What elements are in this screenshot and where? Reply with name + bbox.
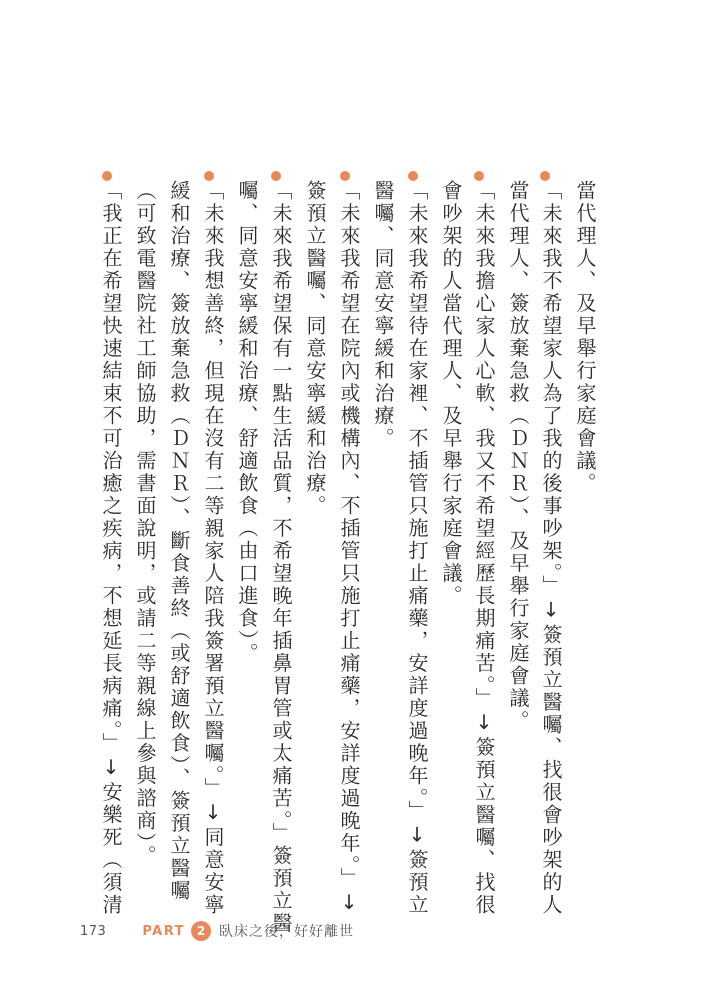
page-footer — [80, 919, 354, 943]
text-column: 醫囑、同意安寧緩和治療。 — [371, 180, 395, 450]
text-column: （可致電醫院社工師協助，需書面說明，或請二等親線上參與諮商）。 — [133, 180, 157, 868]
text-column: 緩和治療、簽放棄急救（ＤＮＲ）、斷食善終（或舒適飲食）、簽預立醫囑 — [167, 180, 191, 903]
page-number: 173 — [80, 923, 107, 939]
text-column: 「未來我希望保有一點生活品質，不希望晚年插鼻胃管或太痛苦。」簽預立醫 — [269, 180, 293, 935]
text-column: 「未來我擔心家人心軟、我又不希望經歷長期痛苦。」↓簽預立醫囑、找很 — [472, 180, 496, 917]
text-column: 簽預立醫囑、同意安寧緩和治療。 — [303, 180, 327, 518]
text-column: 「未來我想善終，但現在沒有二等親家人陪我簽署預立醫囑。」↓同意安寧 — [201, 180, 225, 917]
text-column: 「未來我不希望家人為了我的後事吵架。」↓簽預立醫囑、找很會吵架的人 — [539, 180, 563, 917]
part-label: PART — [142, 923, 186, 939]
text-column: 會吵架的人當代理人、及早舉行家庭會議。 — [439, 180, 463, 608]
text-column: 「未來我希望在院內或機構內、不插管只施打止痛藥，安詳度過晚年。」↓ — [337, 180, 361, 917]
text-column: 囑、同意安寧緩和治療、舒適飲食（由口進食）。 — [235, 180, 259, 665]
text-column: 「未來我希望待在家裡、不插管只施打止痛藥，安詳度過晚年。」↓簽預立 — [405, 180, 429, 917]
chapter-title: 臥床之後，好好離世 — [219, 924, 355, 940]
text-column: 當代理人、簽放棄急救（ＤＮＲ）、及早舉行家庭會議。 — [506, 180, 530, 733]
text-column: 當代理人、及早舉行家庭會議。 — [573, 180, 597, 495]
part-number-badge: 2 — [191, 921, 211, 941]
text-column: 「我正在希望快速結束不可治癒之疾病，不想延長病痛。」↓安樂死（須清 — [99, 180, 123, 917]
